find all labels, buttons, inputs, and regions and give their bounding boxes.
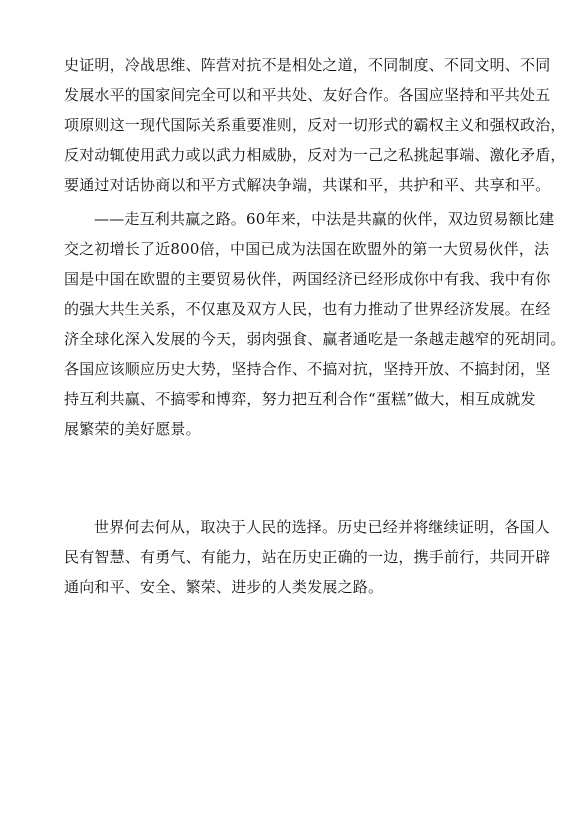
- paragraph-line: ——走互利共赢之路。60年来，中法是共赢的伙伴，双边贸易额比建: [94, 210, 555, 228]
- paragraph-line: 发展水平的国家间完全可以和平共处、友好合作。各国应坚持和平共处五: [64, 86, 551, 104]
- paragraph-line: 各国应该顺应历史大势，坚持合作、不搞对抗，坚持开放、不搞封闭，坚: [64, 360, 551, 378]
- paragraph-line: 通向和平、安全、繁荣、进步的人类发展之路。: [64, 578, 384, 596]
- paragraph-line: 持互利共赢、不搞零和博弈，努力把互利合作“蛋糕”做大，相互成就发: [64, 390, 536, 408]
- paragraph-line: 史证明，冷战思维、阵营对抗不是相处之道，不同制度、不同文明、不同: [64, 56, 551, 74]
- paragraph-3: [64, 512, 551, 602]
- paragraph-line: 交之初增长了近800倍，中国已成为法国在欧盟外的第一大贸易伙伴，法: [64, 240, 550, 258]
- paragraph-line: 展繁荣的美好愿景。: [64, 420, 201, 438]
- paragraph-line: 国是中国在欧盟的主要贸易伙伴，两国经济已经形成你中有我、我中有你: [64, 270, 551, 288]
- paragraph-line: 济全球化深入发展的今天，弱肉强食、赢者通吃是一条越走越窄的死胡同。: [64, 330, 566, 348]
- paragraph-line: 的强大共生关系，不仅惠及双方人民，也有力推动了世界经济发展。在经: [64, 300, 551, 318]
- paragraph-line: 项原则这一现代国际关系重要准则，反对一切形式的霸权主义和强权政治，: [64, 116, 566, 134]
- paragraph-line: 要通过对话协商以和平方式解决争端，共谋和平，共护和平、共享和平。: [64, 176, 551, 194]
- paragraph-2: [64, 204, 566, 444]
- paragraph-line: 民有智慧、有勇气、有能力，站在历史正确的一边，携手前行，共同开辟: [64, 548, 551, 566]
- paragraph-line: 反对动辄使用武力或以武力相威胁，反对为一己之私挑起事端、激化矛盾，: [64, 146, 566, 164]
- paragraph-1: [64, 50, 566, 200]
- paragraph-line: 世界何去何从，取决于人民的选择。历史已经并将继续证明，各国人: [94, 518, 551, 536]
